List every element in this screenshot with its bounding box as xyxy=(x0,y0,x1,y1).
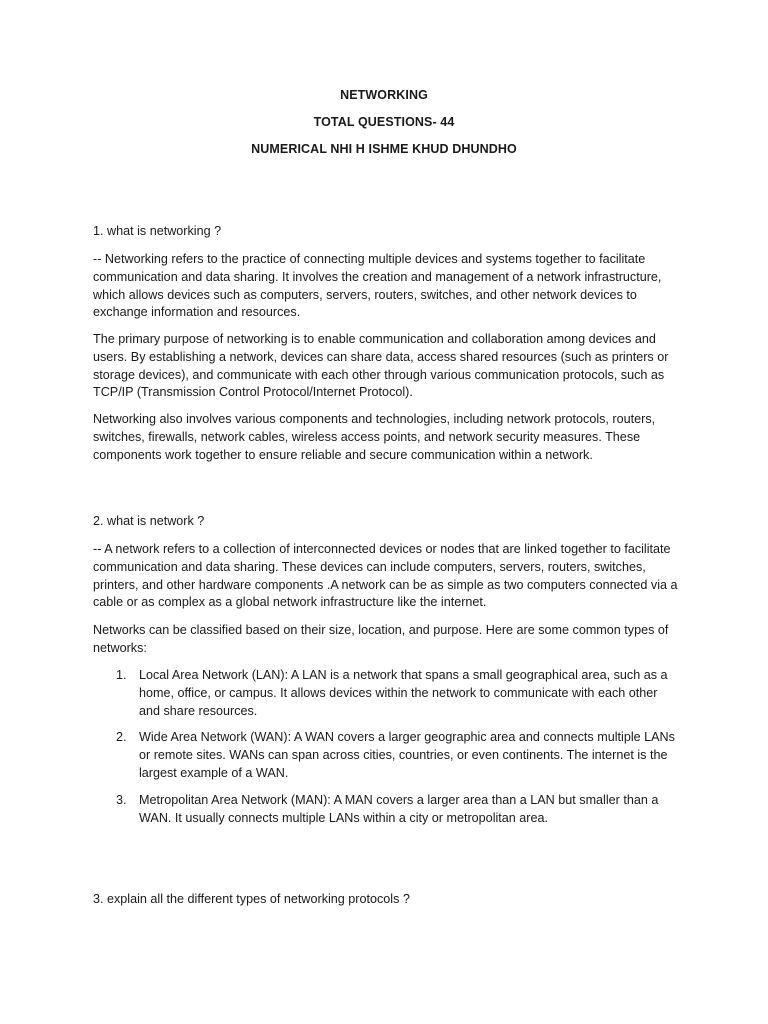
list-item-number: 1. xyxy=(116,668,127,682)
q1-paragraph-3: Networking also involves various components and technologies, including network protocols, routers, switches, firewalls, network cables, wireless access points, and network security measures. These components work together to ensure reliable and secure communication within a network. xyxy=(93,412,656,462)
list-item-number: 2. xyxy=(116,730,127,744)
q1-paragraph-1: -- Networking refers to the practice of connecting multiple devices and systems together to facilitate communication and data sharing. It involves the creation and management of a network infrastructure, which allows devices such as computers, servers, routers, switches, and other network devices to exchange information and resources. xyxy=(93,252,662,320)
total-questions: TOTAL QUESTIONS- 44 xyxy=(313,115,455,129)
document-title: NETWORKING xyxy=(340,88,428,102)
list-item-text: Local Area Network (LAN): A LAN is a network that spans a small geographical area, such as a home, office, or campus. It allows devices within the network to communicate with each other and share resources. xyxy=(139,668,668,718)
question-3: 3. explain all the different types of networking protocols ? xyxy=(93,892,410,906)
list-item-text: Metropolitan Area Network (MAN): A MAN covers a larger area than a LAN but smaller than a WAN. It usually connects multiple LANs within a city or metropolitan area. xyxy=(139,793,659,825)
list-item-number: 3. xyxy=(116,793,127,807)
q2-paragraph-1: -- A network refers to a collection of interconnected devices or nodes that are linked together to facilitate communication and data sharing. These devices can include computers, servers, routers, switches, printers, and other hardware components .A network can be as simple as two computers connected via a cable or as complex as a global network infrastructure like the internet. xyxy=(93,542,678,610)
question-1: 1. what is networking ? xyxy=(93,224,222,238)
question-2: 2. what is network ? xyxy=(93,514,205,528)
q2-paragraph-2: Networks can be classified based on their size, location, and purpose. Here are some common types of networks: xyxy=(93,623,669,655)
header-note: NUMERICAL NHI H ISHME KHUD DHUNDHO xyxy=(251,142,517,156)
list-item-text: Wide Area Network (WAN): A WAN covers a larger geographic area and connects multiple LANs or remote sites. WANs can span across cities, countries, or even continents. The internet is the largest example of a WAN. xyxy=(139,730,675,780)
q1-paragraph-2: The primary purpose of networking is to enable communication and collaboration among devices and users. By establishing a network, devices can share data, access shared resources (such as printers or storage devices), and communicate with each other through various communication protocols, such as TCP/IP (Transmission Control Protocol/Internet Protocol). xyxy=(93,332,669,400)
